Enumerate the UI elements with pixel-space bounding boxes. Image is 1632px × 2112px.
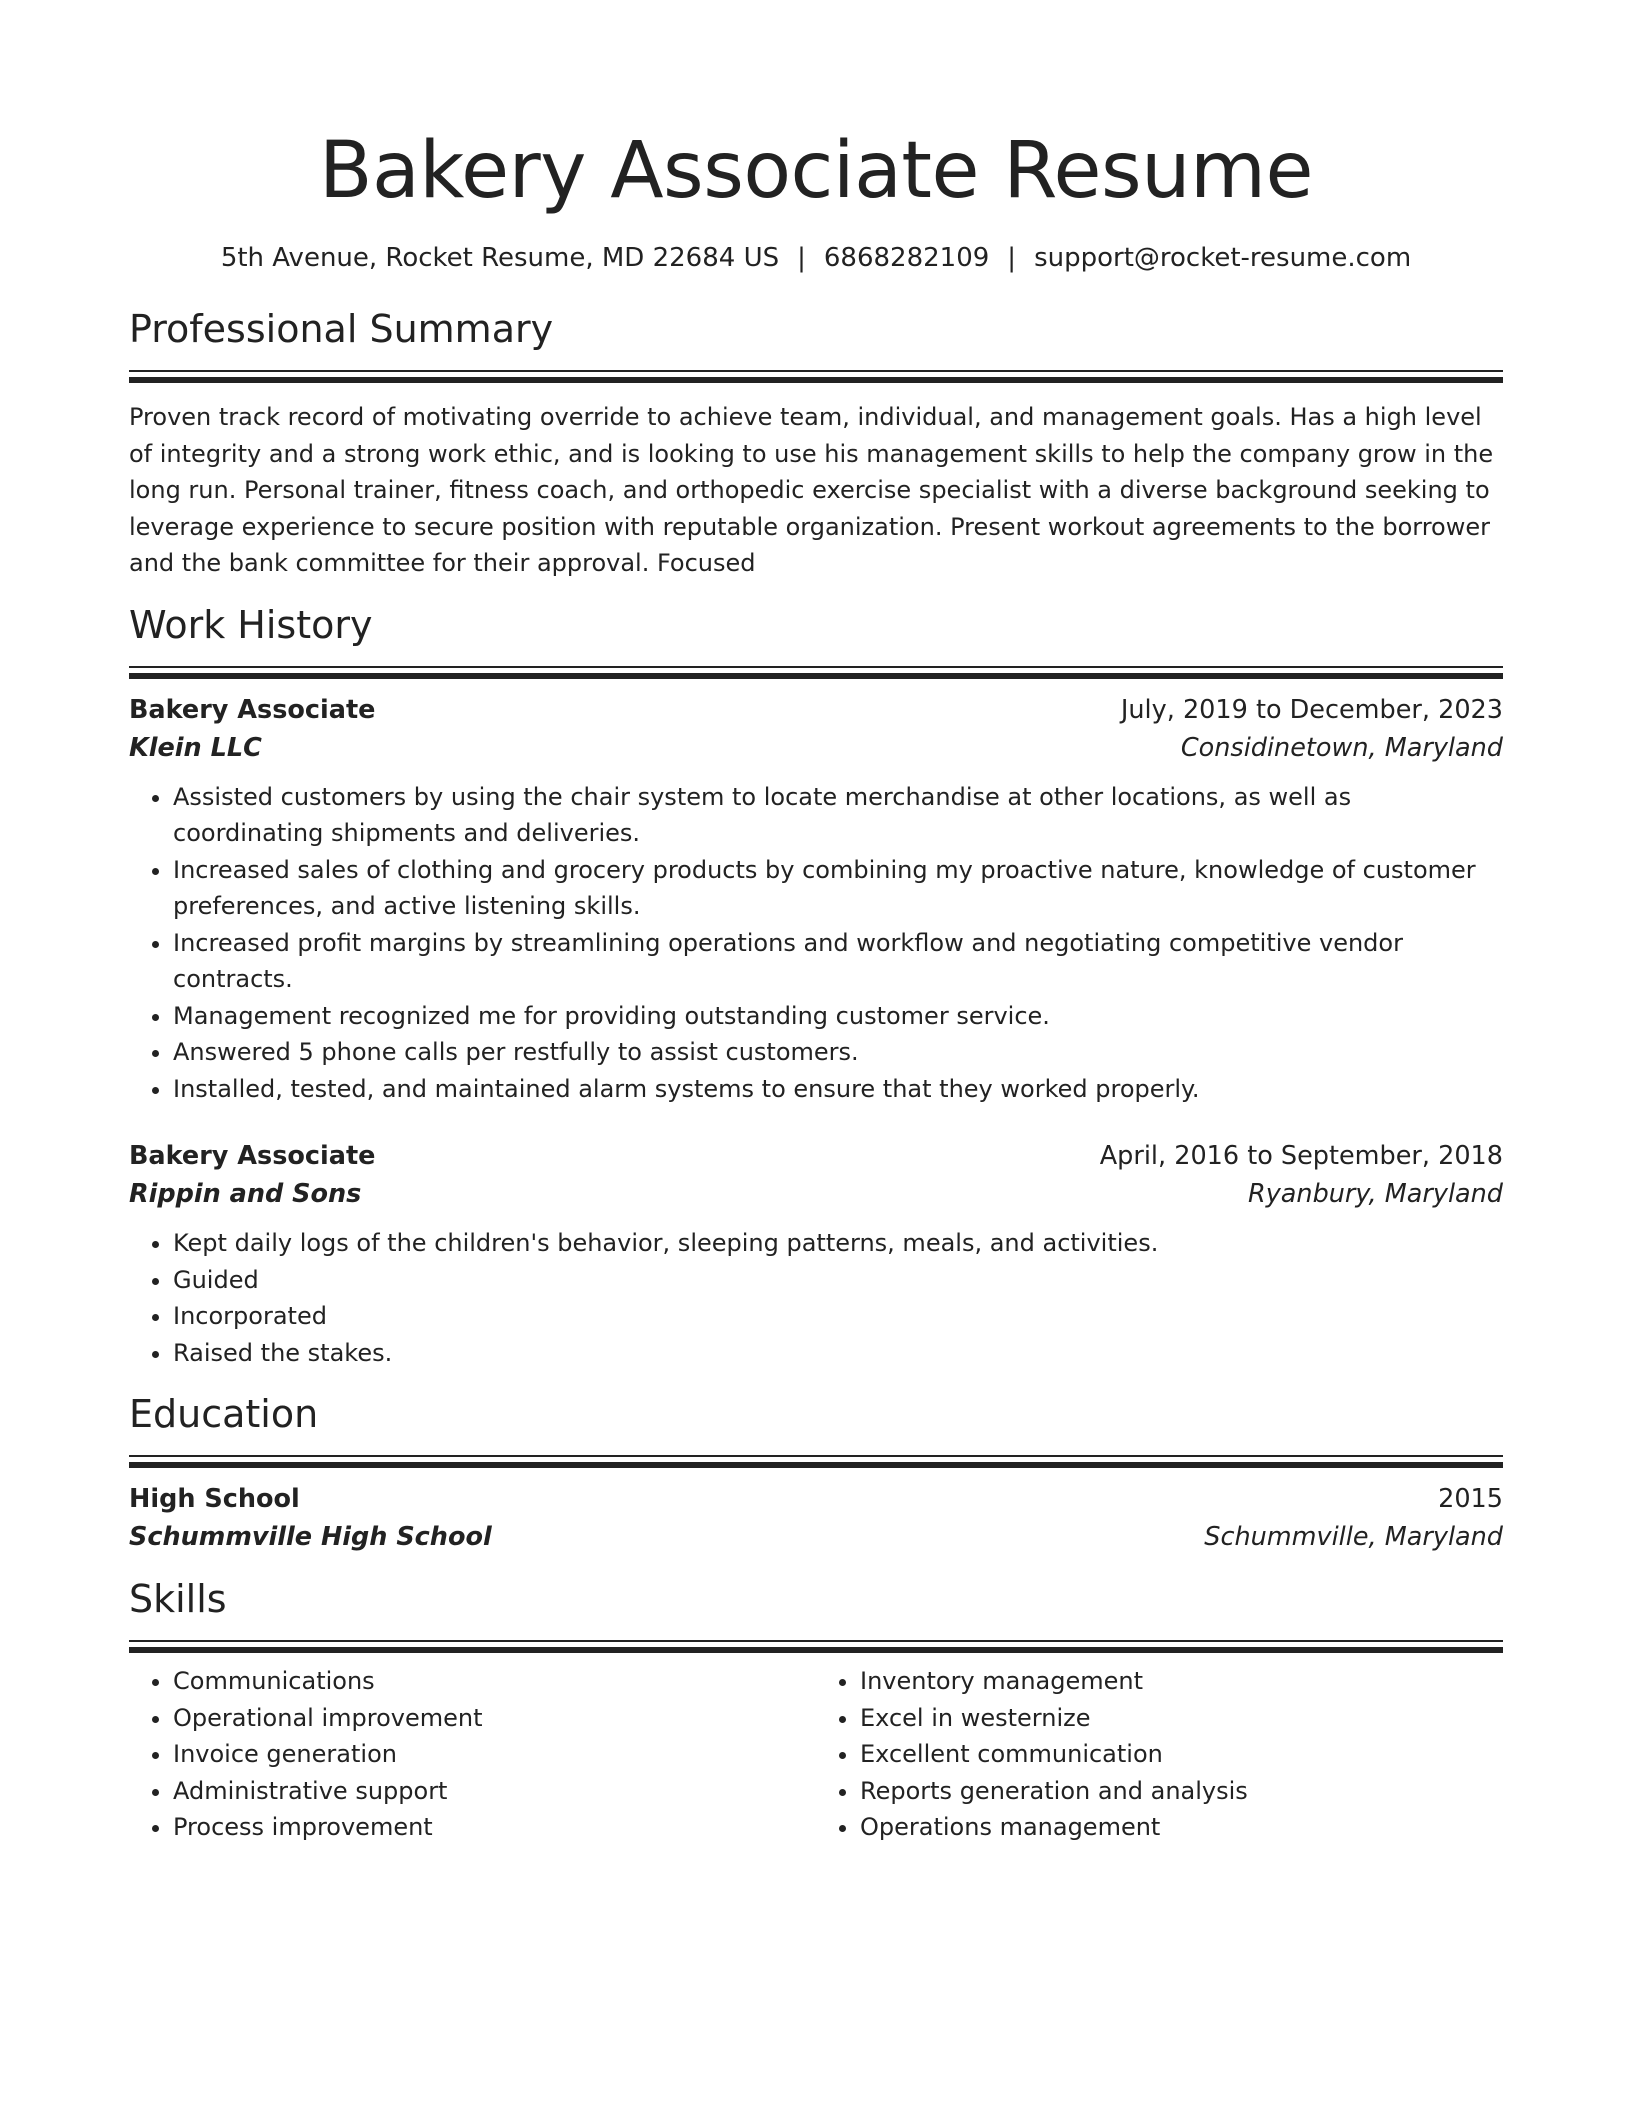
skill-item: • Invoice generation <box>173 1736 816 1773</box>
section-divider <box>129 666 1503 681</box>
job-bullets <box>129 1225 1503 1371</box>
summary-heading: Professional Summary <box>129 307 554 351</box>
job-location: Ryanbury, Maryland <box>1247 1179 1503 1209</box>
section-divider <box>129 1640 1503 1655</box>
list-item: • Assisted customers by using the chair system to locate merchandise at other locations, as well as coordinating shipments and deliveries. <box>173 779 1503 852</box>
skills-section <box>129 1574 1503 1846</box>
job-company-row <box>129 729 1503 767</box>
section-divider <box>129 1455 1503 1470</box>
graduation-year: 2015 <box>1438 1484 1503 1514</box>
list-item: • Installed, tested, and maintained alarm systems to ensure that they worked properly. <box>173 1071 1503 1108</box>
email-address: support@rocket-resume.com <box>1034 243 1412 273</box>
list-item: • Incorporated <box>173 1298 1503 1335</box>
skills-list-right <box>816 1663 1503 1846</box>
phone-number: 6868282109 <box>823 243 990 273</box>
job-entry <box>129 1137 1503 1371</box>
list-item: • Management recognized me for providing outstanding customer service. <box>173 998 1503 1035</box>
skill-item: • Excel in westernize <box>860 1700 1503 1737</box>
job-bullets <box>129 779 1503 1108</box>
job-title: Bakery Associate <box>129 1141 376 1171</box>
work-history-heading: Work History <box>129 602 373 647</box>
contact-line <box>129 240 1503 276</box>
contact-separator: | <box>1007 243 1017 273</box>
skill-item: • Administrative support <box>173 1773 816 1810</box>
job-header-row <box>129 1137 1503 1175</box>
skills-heading: Skills <box>129 1577 227 1621</box>
job-title: Bakery Associate <box>129 694 376 725</box>
job-dates: July, 2019 to December, 2023 <box>1120 694 1503 725</box>
education-header-row <box>129 1480 1503 1518</box>
section-divider <box>129 370 1503 385</box>
skill-item: • Process improvement <box>173 1809 816 1846</box>
job-location: Considinetown, Maryland <box>1180 732 1503 763</box>
summary-text: Proven track record of motivating override to achieve team, individual, and management goals. Has a high level of integrity and a strong work ethic, and is looking to use his management skills to help the company grow in the long run. Personal trainer, fitness coach, and orthopedic exercise specialist with a diverse background seeking to leverage experience to secure position with reputable organization. Present workout agreements to the borrower and the bank committee for their approval. Focused <box>129 403 1494 577</box>
list-item: • Answered 5 phone calls per restfully to assist customers. <box>173 1034 1503 1071</box>
education-school-row <box>129 1518 1503 1556</box>
education-heading: Education <box>129 1392 319 1436</box>
skill-item: • Reports generation and analysis <box>860 1773 1503 1810</box>
skills-list-left <box>129 1663 816 1846</box>
company-name: Klein LLC <box>129 732 262 763</box>
school-location: Schummville, Maryland <box>1204 1522 1503 1552</box>
skill-item: • Communications <box>173 1663 816 1700</box>
list-item: • Increased sales of clothing and grocery products by combining my proactive nature, knowledge of customer preferences, and active listening skills. <box>173 852 1503 925</box>
address: 5th Avenue, Rocket Resume, MD 22684 US <box>220 243 780 273</box>
summary-section <box>129 304 1503 582</box>
skill-item: • Excellent communication <box>860 1736 1503 1773</box>
list-item: • Guided <box>173 1262 1503 1299</box>
job-entry <box>129 691 1503 1108</box>
skills-columns <box>129 1663 1503 1846</box>
job-company-row <box>129 1175 1503 1213</box>
skill-item: • Operational improvement <box>173 1700 816 1737</box>
education-section <box>129 1389 1503 1556</box>
contact-separator: | <box>797 243 806 273</box>
list-item: • Raised the stakes. <box>173 1335 1503 1372</box>
skill-item: • Inventory management <box>860 1663 1503 1700</box>
work-history-section <box>129 600 1503 1372</box>
job-header-row <box>129 691 1503 729</box>
company-name: Rippin and Sons <box>129 1179 362 1209</box>
list-item: • Increased profit margins by streamlining operations and workflow and negotiating competitive vendor contracts. <box>173 925 1503 998</box>
job-dates: April, 2016 to September, 2018 <box>1099 1141 1503 1171</box>
skill-item: • Operations management <box>860 1809 1503 1846</box>
resume-title: Bakery Associate Resume <box>318 126 1313 216</box>
list-item: • Kept daily logs of the children's behavior, sleeping patterns, meals, and activities. <box>173 1225 1503 1262</box>
school-name: Schummville High School <box>129 1522 492 1552</box>
education-entry <box>129 1480 1503 1556</box>
degree: High School <box>129 1484 300 1514</box>
